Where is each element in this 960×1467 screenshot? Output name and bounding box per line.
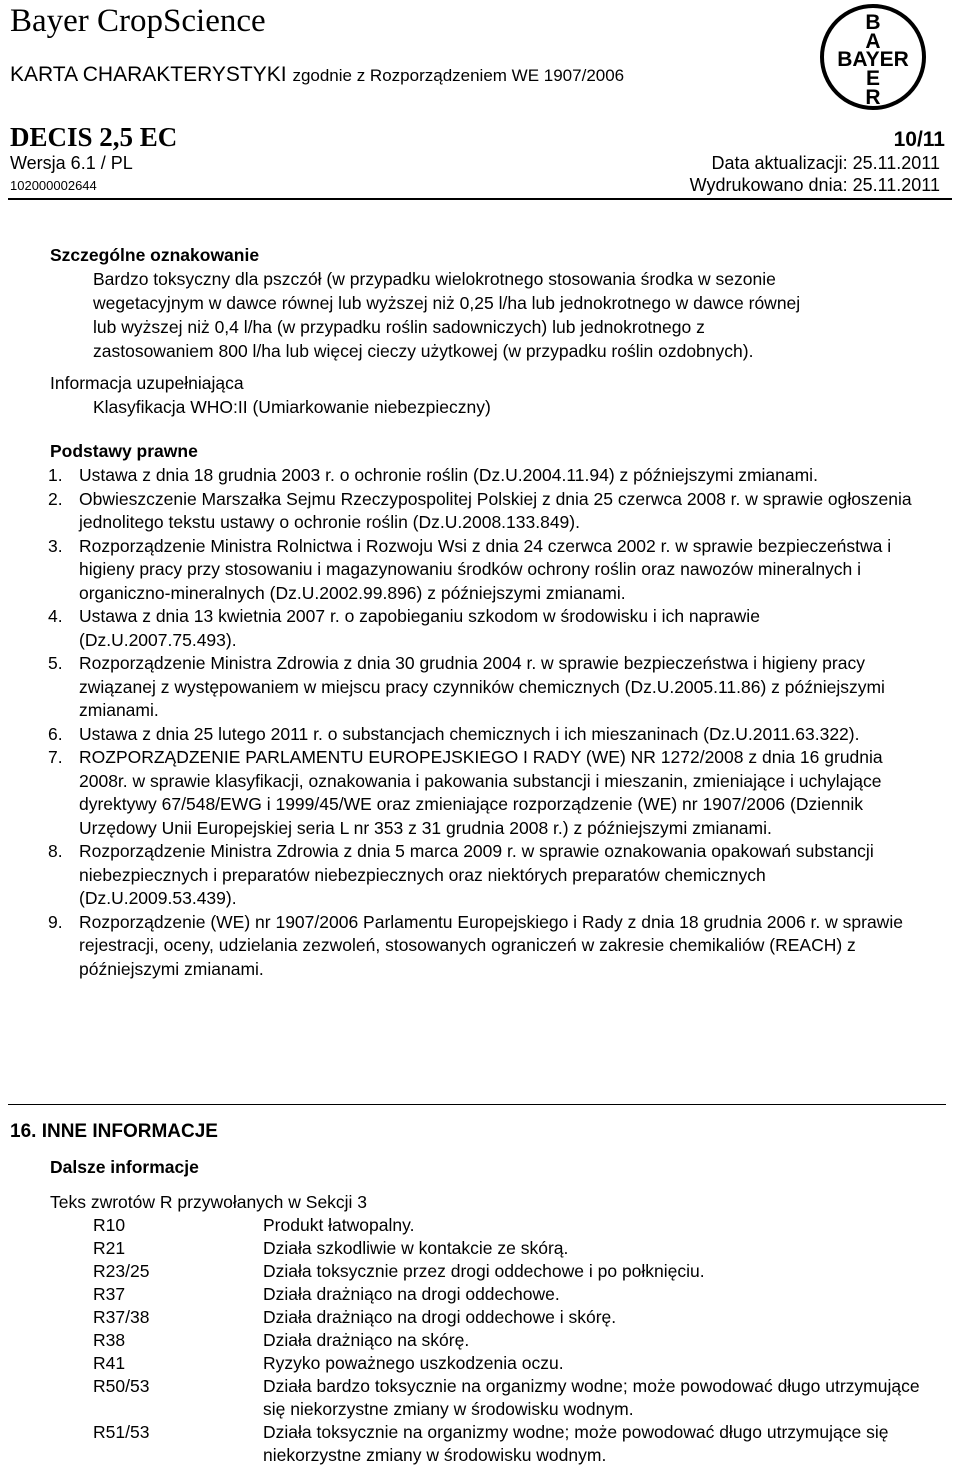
special-marking-line: Bardzo toksyczny dla pszczół (w przypadku wielokrotnego stosowania środka w sezonie (93, 269, 776, 289)
r-phrase-code: R10 (93, 1215, 126, 1235)
brand-name: Bayer CropScience (10, 3, 266, 39)
item-number: 4. (48, 606, 63, 626)
logo-letter-r: R (865, 86, 881, 109)
legal-basis-item (48, 488, 918, 535)
item-text: Rozporządzenie Ministra Zdrowia z dnia 30 grudnia 2004 r. w sprawie bezpieczeństwa i higieny pracy związanej z występowaniem w miejscu pracy czynników chemicznych (Dz.U.2005.11.86) z późniejszymi zmianami. (79, 653, 885, 720)
document-type-regulation: zgodnie z Rozporządzeniem WE 1907/2006 (292, 66, 625, 85)
dates-block (690, 152, 940, 196)
r-phrase-text: Działa bardzo toksycznie na organizmy wodne; może powodować długo utrzymujące się niekorzystne zmiany w środowisku wodnym. (263, 1376, 920, 1419)
r-phrase-code: R38 (93, 1330, 126, 1350)
legal-basis-item (48, 723, 918, 747)
item-number: 3. (48, 535, 63, 556)
special-marking-line: lub wyższej niż 0,4 l/ha (w przypadku roślin sadowniczych) lub jednokrotnego z (93, 317, 705, 337)
r-phrase-row (93, 1421, 933, 1467)
item-number: 1. (48, 465, 63, 485)
item-text: Rozporządzenie (WE) nr 1907/2006 Parlamentu Europejskiego i Rady z dnia 18 grudnia 2006 r. w sprawie rejestracji, oceny, udzielania zezwoleń, stosowanych ograniczeń w zakresie chemikaliów (REACH) z późniejszymi zmianami. (79, 911, 903, 979)
item-text: Rozporządzenie Ministra Zdrowia z dnia 5 marca 2009 r. w sprawie oznakowania opakowań substancji niebezpiecznych i preparatów niebezpiecznych oraz niektórych preparatów chemicznych (Dz.U.2009.53.439). (79, 841, 874, 908)
item-number: 6. (48, 723, 63, 744)
item-number: 7. (48, 747, 63, 767)
r-phrase-text: Produkt łatwopalny. (263, 1215, 415, 1235)
product-name: DECIS 2,5 EC (10, 122, 178, 152)
r-phrase-text: Działa drażniąco na drogi oddechowe i skórę. (263, 1307, 617, 1327)
r-phrase-row (93, 1237, 933, 1260)
item-number: 9. (48, 911, 63, 932)
item-text: Obwieszczenie Marszałka Sejmu Rzeczypospolitej Polskiej z dnia 25 czerwca 2008 r. w sprawie ogłoszenia jednolitego tekstu ustawy o ochronie roślin (Dz.U.2008.133.849). (79, 488, 912, 532)
special-marking-line: wegetacyjnym w dawce równej lub wyższej niż 0,25 l/ha lub jednokrotnego w dawce równej (93, 293, 801, 313)
special-marking-line: zastosowaniem 800 l/ha lub więcej cieczy użytkowej (w przypadku roślin ozdobnych). (93, 341, 754, 361)
item-text: ROZPORZĄDZENIE PARLAMENTU EUROPEJSKIEGO I RADY (WE) NR 1272/2008 z dnia 16 grudnia 2008r. w sprawie klasyfikacji, oznakowania i pakowania substancji i mieszanin, zmieniające i uchylające dyrektywy 67/548/EWG i 1999/45/WE oraz zmieniające rozporządzenie (WE) nr 1907/2006 (Dziennik Urzędowy Unii Europejskiej seria L nr 353 z 31 grudnia 2008 r.) z późniejszymi zmianami. (79, 747, 883, 838)
logo-letter-e: E (865, 67, 881, 90)
r-phrase-code: R51/53 (93, 1422, 150, 1442)
special-marking-heading: Szczególne oznakowanie (50, 245, 260, 265)
version-label: Wersja 6.1 / PL (10, 153, 133, 173)
document-number: 102000002644 (10, 178, 97, 193)
r-phrase-code: R41 (93, 1353, 126, 1373)
legal-basis-item (48, 535, 918, 606)
logo-letter-a: A (865, 30, 881, 53)
r-phrase-row (93, 1306, 933, 1329)
header-divider (8, 198, 952, 200)
document-type (10, 62, 624, 89)
r-phrase-text: Działa toksycznie przez drogi oddechowe i po połknięciu. (263, 1261, 705, 1281)
r-phrase-row (93, 1214, 933, 1237)
r-phrase-row (93, 1260, 933, 1283)
legal-basis-item (48, 746, 918, 840)
who-classification: Klasyfikacja WHO:II (Umiarkowanie niebezpieczny) (93, 397, 491, 417)
r-phrase-row (93, 1375, 933, 1421)
r-phrase-row (93, 1329, 933, 1352)
r-phrase-code: R50/53 (93, 1376, 150, 1396)
r-phrase-code: R37 (93, 1284, 126, 1304)
bayer-cross-logo (818, 2, 928, 112)
print-date: Wydrukowano dnia: 25.11.2011 (689, 175, 940, 195)
legal-basis-item (48, 911, 918, 982)
legal-basis-heading: Podstawy prawne (50, 441, 198, 461)
legal-basis-item (48, 840, 918, 911)
r-phrase-text: Ryzyko poważnego uszkodzenia oczu. (263, 1353, 564, 1373)
r-phrases-table (93, 1214, 933, 1467)
update-date: Data aktualizacji: 25.11.2011 (711, 153, 940, 173)
r-phrase-text: Działa drażniąco na drogi oddechowe. (263, 1284, 560, 1304)
item-number: 5. (48, 653, 63, 673)
r-phrase-text: Działa szkodliwie w kontakcie ze skórą. (263, 1238, 569, 1258)
r-phrase-text: Działa toksycznie na organizmy wodne; może powodować długo utrzymujące się niekorzystne zmiany w środowisku wodnym. (263, 1422, 889, 1465)
item-text: Ustawa z dnia 13 kwietnia 2007 r. o zapobieganiu szkodom w środowisku i ich naprawie (Dz.U.2007.75.493). (79, 606, 760, 650)
r-phrases-intro: Teks zwrotów R przywołanych w Sekcji 3 (50, 1192, 368, 1212)
r-phrase-row (93, 1283, 933, 1306)
item-text: Ustawa z dnia 25 lutego 2011 r. o substancjach chemicznych i ich mieszaninach (Dz.U.2011.63.322). (79, 723, 860, 744)
page-number: 10/11 (893, 128, 945, 151)
legal-basis-item (48, 605, 918, 652)
section-16-title: 16. INNE INFORMACJE (10, 1121, 218, 1142)
document-type-main: KARTA CHARAKTERYSTYKI (10, 63, 287, 86)
r-phrase-row (93, 1352, 933, 1375)
further-info-heading: Dalsze informacje (50, 1157, 199, 1177)
legal-basis-item (48, 652, 918, 723)
item-text: Ustawa z dnia 18 grudnia 2003 r. o ochronie roślin (Dz.U.2004.11.94) z późniejszymi zmianami. (79, 465, 818, 485)
item-number: 8. (48, 841, 63, 861)
logo-word-bayer: BAYER (837, 48, 909, 71)
item-text: Rozporządzenie Ministra Rolnictwa i Rozwoju Wsi z dnia 24 czerwca 2002 r. w sprawie bezpieczeństwa i higieny pracy przy stosowaniu i magazynowaniu środków ochrony roślin oraz nawozów mineralnych i organiczno-mineralnych (Dz.U.2002.99.896) z późniejszymi zmianami. (79, 535, 892, 603)
section-divider (8, 1104, 946, 1105)
r-phrase-code: R37/38 (93, 1307, 150, 1327)
r-phrase-text: Działa drażniąco na skórę. (263, 1330, 470, 1350)
r-phrase-code: R21 (93, 1238, 126, 1258)
supplementary-heading: Informacja uzupełniająca (50, 373, 244, 393)
r-phrase-code: R23/25 (93, 1261, 150, 1281)
legal-basis-item (48, 464, 918, 488)
logo-letter-b: B (865, 11, 881, 34)
legal-basis-list (48, 464, 918, 981)
item-number: 2. (48, 488, 63, 509)
